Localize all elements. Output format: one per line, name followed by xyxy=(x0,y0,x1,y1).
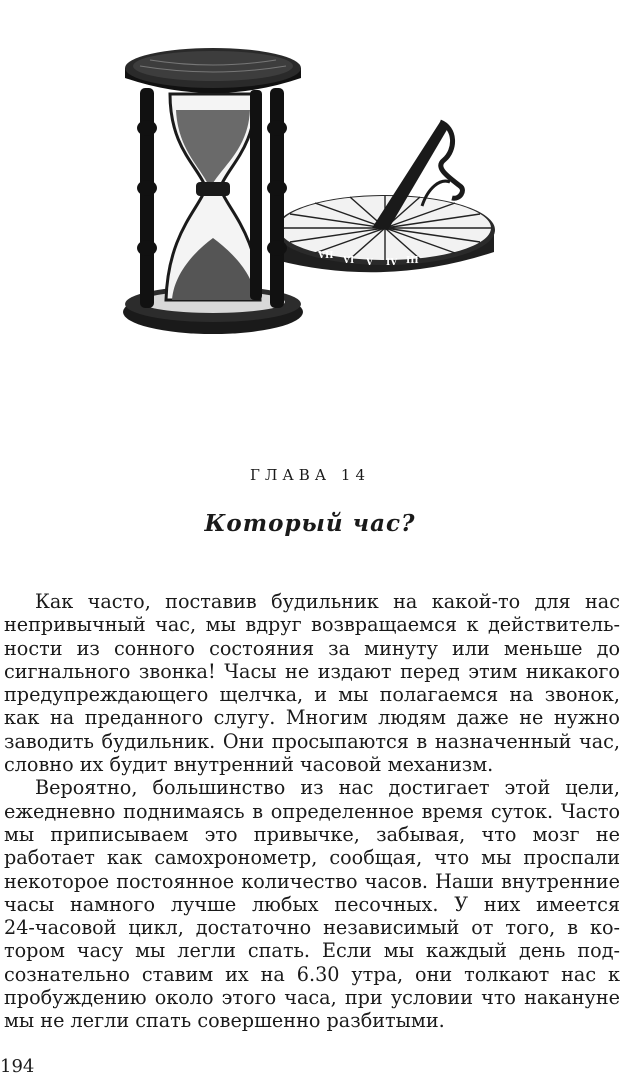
text-line: сознательно ставим их на 6.30 утра, они толкают нас к xyxy=(4,962,620,986)
text-line: пробуждению около этого часа, при условии что накануне xyxy=(4,986,620,1010)
sundial-numeral: III xyxy=(406,256,419,266)
text-line: как на преданного слугу. Многим людям даже не нужно xyxy=(4,706,620,730)
sundial-numeral: VI xyxy=(343,256,355,266)
page-number: 194 xyxy=(0,1056,35,1077)
sundial-numeral: VII xyxy=(318,251,334,261)
text-line: мы приписываем это привычке, забывая, что мозг не xyxy=(4,822,620,846)
text-line: заводить будильник. Они просыпаются в назначенный час, xyxy=(4,729,620,753)
chapter-illustration xyxy=(110,38,510,338)
text-line: часы намного лучше любых песочных. У них имеется xyxy=(4,892,620,916)
chapter-title: Который час? xyxy=(204,510,416,537)
sundial-numeral: IV xyxy=(386,258,398,268)
text-line: сигнального звонка! Часы не издают перед этим никакого xyxy=(4,659,620,683)
text-line: работает как самохронометр, сообщая, что мы проспали xyxy=(4,846,620,870)
text-line: 24-часовой цикл, достаточно независимый от того, в ко- xyxy=(4,916,620,940)
sundial-icon xyxy=(275,122,495,272)
sundial-numeral: V xyxy=(366,258,373,268)
text-line: непривычный час, мы вдруг возвращаемся к действитель- xyxy=(4,613,620,637)
text-line: Вероятно, большинство из нас достигает этой цели, xyxy=(35,776,620,800)
text-line: мы не легли спать совершенно разбитыми. xyxy=(4,1009,445,1033)
text-line: предупреждающего щелчка, и мы полагаемся на звонок, xyxy=(4,683,620,707)
text-line: ежедневно поднимаясь в определенное время суток. Часто xyxy=(4,799,620,823)
body-text xyxy=(4,590,620,1033)
text-line: Как часто, поставив будильник на какой-то для нас xyxy=(35,590,620,613)
text-line: некоторое постоянное количество часов. Наши внутренние xyxy=(4,869,620,893)
text-line: ности из сонного состояния за минуту или меньше до xyxy=(4,636,620,660)
hourglass-icon xyxy=(123,48,303,334)
chapter-number: ГЛАВА 14 xyxy=(249,466,371,484)
text-line: словно их будит внутренний часовой механизм. xyxy=(4,753,494,777)
text-line: тором часу мы легли спать. Если мы каждый день под- xyxy=(4,939,620,963)
